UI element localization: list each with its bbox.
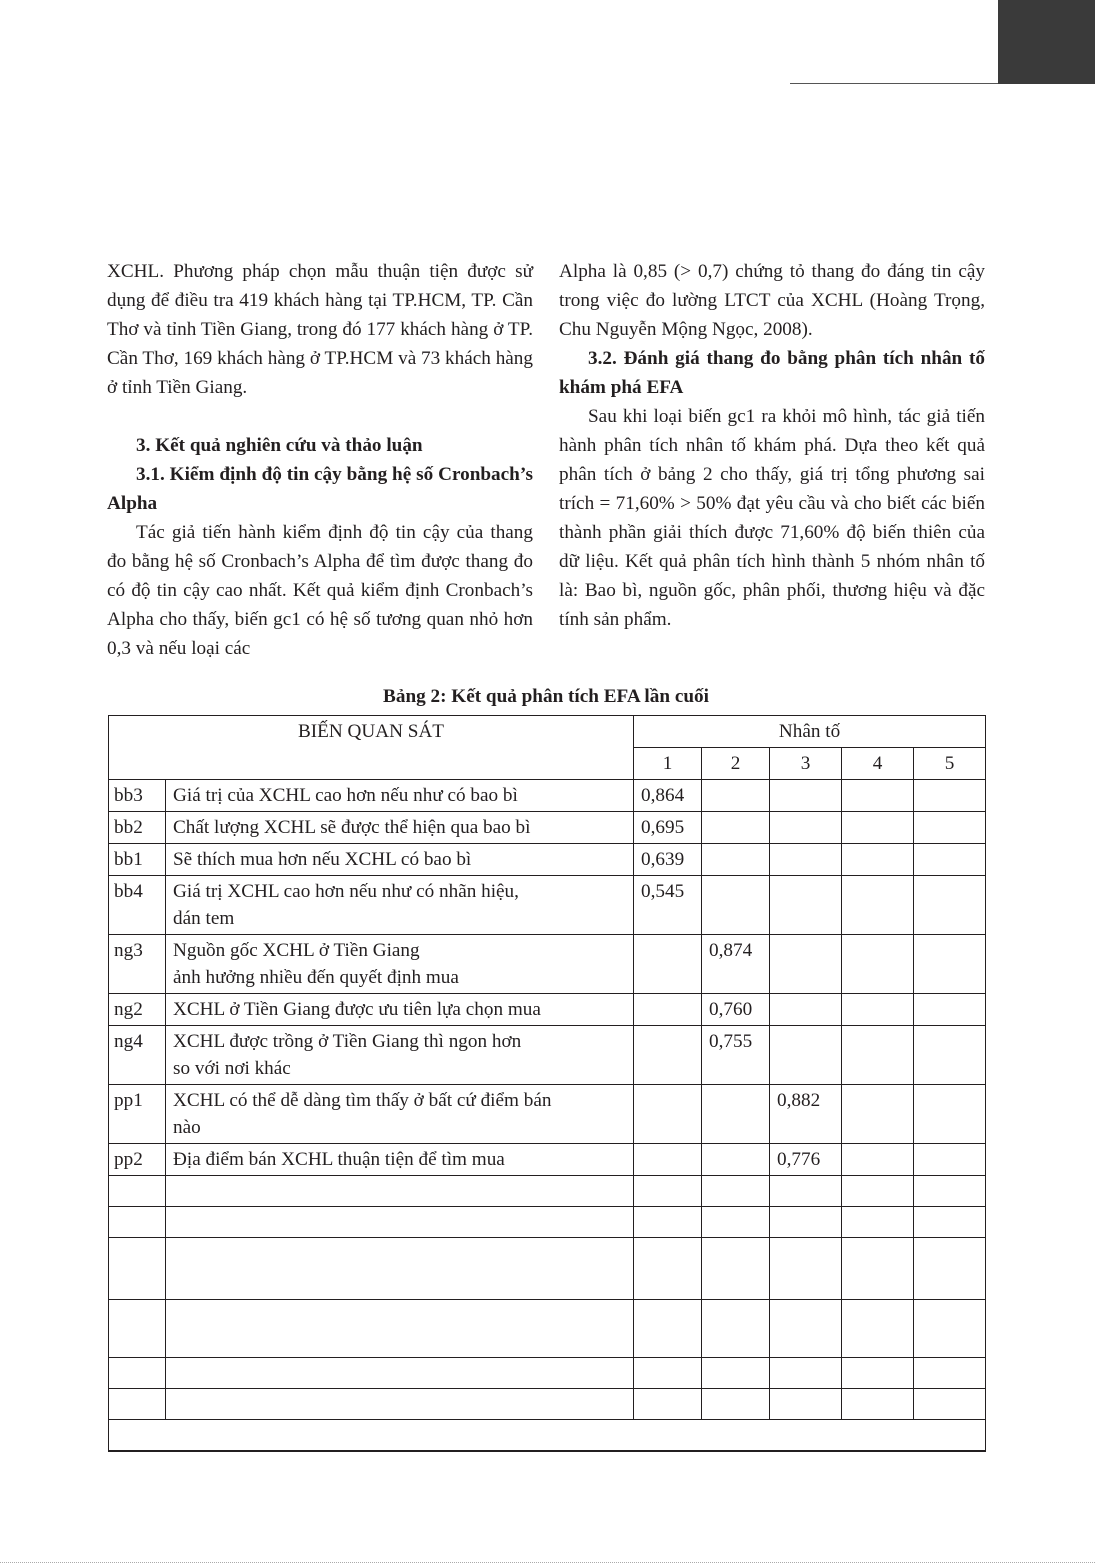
efa-results-table: [108, 715, 986, 1452]
loading-factor-3: 0,776: [770, 1144, 842, 1176]
loading-factor-3: [770, 994, 842, 1026]
variable-description: [166, 994, 634, 1026]
variable-description: [166, 812, 634, 844]
description-line-1: Sẽ thích mua hơn nếu XCHL có bao bì: [173, 849, 472, 870]
loading-factor-4: [842, 876, 914, 935]
factor-header-4: 4: [842, 748, 914, 780]
loading-factor-2: [702, 876, 770, 935]
left-column: [107, 257, 533, 663]
description-line-1: Giá trị XCHL cao hơn nếu như có nhãn hiệu,: [173, 881, 519, 902]
description-line-2: so với nơi khác: [173, 1058, 291, 1079]
variable-code: bb3: [109, 780, 166, 812]
table-row: [109, 876, 986, 935]
loading-factor-3: [770, 935, 842, 994]
description-line-2: dán tem: [173, 908, 235, 929]
table-row: [109, 1144, 986, 1176]
loading-factor-2: [702, 844, 770, 876]
loading-factor-5: [914, 994, 986, 1026]
loading-factor-4: [842, 780, 914, 812]
loading-factor-3: 0,882: [770, 1085, 842, 1144]
variable-description: [166, 1144, 634, 1176]
loading-factor-3: [770, 780, 842, 812]
right-column: [559, 257, 985, 634]
loading-factor-4: [842, 844, 914, 876]
variable-description: [166, 1085, 634, 1144]
variable-description: [166, 780, 634, 812]
loading-factor-5: [914, 812, 986, 844]
loading-factor-3: [770, 844, 842, 876]
loading-factor-1: 0,545: [634, 876, 702, 935]
loading-factor-2: [702, 812, 770, 844]
footer-rule: [0, 1562, 1095, 1563]
description-line-2: nào: [173, 1117, 201, 1138]
loading-factor-5: [914, 780, 986, 812]
header-rule: [790, 83, 998, 84]
right-paragraph-2: Sau khi loại biến gc1 ra khỏi mô hình, tác giả tiến hành phân tích nhân tố khám phá. Dựa theo kết quả phân tích ở bảng 2 cho thấy, giá trị tổng phương sai trích = 71,60% > 50% đạt yêu cầu và cho biết các biến thành phần giải thích được 71,60% độ biến thiên của dữ liệu. Kết quả phân tích hình thành 5 nhóm nhân tố là: Bao bì, nguồn gốc, phân phối, thương hiệu và đặc tính sản phẩm.: [559, 406, 985, 630]
left-paragraph-2: Tác giả tiến hành kiểm định độ tin cậy của thang đo bằng hệ số Cronbach’s Alpha để tìm được thang đo có độ tin cậy cao nhất. Kết quả kiểm định Cronbach’s Alpha cho thấy, biến gc1 có hệ số tương quan nhỏ hơn 0,3 và nếu loại các: [107, 522, 533, 659]
loading-factor-4: [842, 994, 914, 1026]
description-line-1: XCHL được trồng ở Tiền Giang thì ngon hơn: [173, 1031, 522, 1052]
header-factor: Nhân tố: [634, 716, 986, 748]
loading-factor-4: [842, 1085, 914, 1144]
loading-factor-1: 0,639: [634, 844, 702, 876]
description-line-1: Địa điểm bán XCHL thuận tiện để tìm mua: [173, 1149, 505, 1170]
empty-row: [109, 1358, 986, 1389]
loading-factor-4: [842, 1026, 914, 1085]
variable-code: ng2: [109, 994, 166, 1026]
variable-code: ng4: [109, 1026, 166, 1085]
loading-factor-3: [770, 812, 842, 844]
table-row: [109, 1026, 986, 1085]
loading-factor-1: [634, 994, 702, 1026]
table-row: [109, 1085, 986, 1144]
loading-factor-4: [842, 812, 914, 844]
loading-factor-5: [914, 1085, 986, 1144]
variable-code: bb1: [109, 844, 166, 876]
empty-row: [109, 1389, 986, 1420]
description-line-1: XCHL ở Tiền Giang được ưu tiên lựa chọn mua: [173, 999, 541, 1020]
loading-factor-2: [702, 1085, 770, 1144]
loading-factor-1: 0,695: [634, 812, 702, 844]
factor-header-5: 5: [914, 748, 986, 780]
table-row: [109, 935, 986, 994]
table-caption: Bảng 2: Kết quả phân tích EFA lần cuối: [383, 686, 709, 707]
table-row: [109, 994, 986, 1026]
loading-factor-1: [634, 1144, 702, 1176]
section-heading-3-1: 3.1. Kiểm định độ tin cậy bằng hệ số Cronbach’s Alpha: [107, 464, 533, 514]
factor-header-1: 1: [634, 748, 702, 780]
loading-factor-5: [914, 935, 986, 994]
variable-description: [166, 876, 634, 935]
loading-factor-1: [634, 935, 702, 994]
empty-full-row: [109, 1420, 986, 1451]
loading-factor-3: [770, 876, 842, 935]
empty-row: [109, 1300, 986, 1358]
table-row: [109, 844, 986, 876]
description-line-1: XCHL có thể dễ dàng tìm thấy ở bất cứ điểm bán: [173, 1090, 552, 1111]
loading-factor-1: [634, 1026, 702, 1085]
loading-factor-2: [702, 1144, 770, 1176]
variable-code: ng3: [109, 935, 166, 994]
description-line-1: Nguồn gốc XCHL ở Tiền Giang: [173, 940, 420, 961]
factor-header-3: 3: [770, 748, 842, 780]
variable-code: pp1: [109, 1085, 166, 1144]
loading-factor-2: [702, 780, 770, 812]
variable-description: [166, 1026, 634, 1085]
loading-factor-3: [770, 1026, 842, 1085]
empty-row: [109, 1238, 986, 1300]
header-variable: BIẾN QUAN SÁT: [109, 716, 634, 780]
loading-factor-1: [634, 1085, 702, 1144]
variable-code: bb2: [109, 812, 166, 844]
description-line-2: ảnh hưởng nhiều đến quyết định mua: [173, 967, 459, 988]
section-heading-3: 3. Kết quả nghiên cứu và thảo luận: [136, 435, 423, 456]
empty-row: [109, 1176, 986, 1207]
description-line-1: Giá trị của XCHL cao hơn nếu như có bao bì: [173, 785, 518, 806]
variable-description: [166, 844, 634, 876]
variable-code: bb4: [109, 876, 166, 935]
description-line-1: Chất lượng XCHL sẽ được thể hiện qua bao bì: [173, 817, 531, 838]
loading-factor-2: 0,874: [702, 935, 770, 994]
factor-header-2: 2: [702, 748, 770, 780]
loading-factor-5: [914, 876, 986, 935]
loading-factor-4: [842, 935, 914, 994]
loading-factor-5: [914, 844, 986, 876]
table-row: [109, 780, 986, 812]
loading-factor-1: 0,864: [634, 780, 702, 812]
left-paragraph-1: XCHL. Phương pháp chọn mẫu thuận tiện được sử dụng để điều tra 419 khách hàng tại TP.HCM, TP. Cần Thơ và tỉnh Tiền Giang, trong đó 177 khách hàng ở TP. Cần Thơ, 169 khách hàng ở TP.HCM và 73 khách hàng ở tỉnh Tiền Giang.: [107, 261, 533, 398]
table-row: [109, 812, 986, 844]
page-corner-tab: [998, 0, 1095, 84]
loading-factor-5: [914, 1144, 986, 1176]
right-paragraph-1: Alpha là 0,85 (> 0,7) chứng tỏ thang đo đáng tin cậy trong việc đo lường LTCT của XCHL (Hoàng Trọng, Chu Nguyễn Mộng Ngọc, 2008).: [559, 261, 985, 340]
loading-factor-2: 0,755: [702, 1026, 770, 1085]
efa-table-body: [109, 780, 986, 1451]
section-heading-3-2: 3.2. Đánh giá thang đo bằng phân tích nhân tố khám phá EFA: [559, 348, 985, 398]
loading-factor-4: [842, 1144, 914, 1176]
empty-row: [109, 1207, 986, 1238]
variable-code: pp2: [109, 1144, 166, 1176]
variable-description: [166, 935, 634, 994]
loading-factor-5: [914, 1026, 986, 1085]
loading-factor-2: 0,760: [702, 994, 770, 1026]
